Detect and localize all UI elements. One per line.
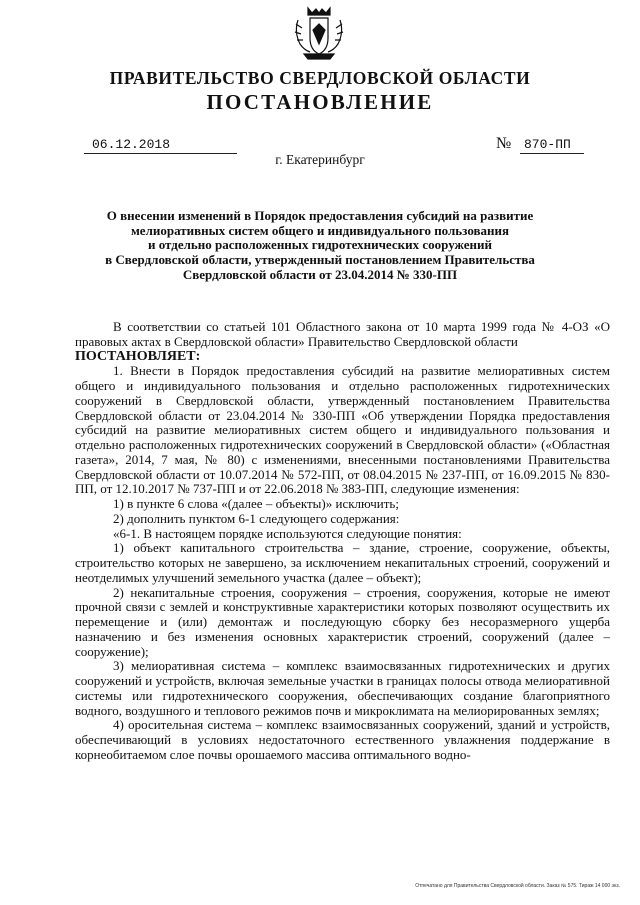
document-type: ПОСТАНОВЛЕНИЕ (206, 90, 434, 114)
heading-line: и отдельно расположенных гидротехнических сооружений (147, 237, 493, 253)
number-label: № (496, 135, 512, 152)
document-body (75, 320, 610, 763)
paragraph-preamble: В соответствии со статьей 101 Областного закона от 10 марта 1999 года № 4-ОЗ «О правовых актах в Свердловской области» Правительство Свердловской области (75, 319, 610, 349)
paragraph-definition-4: 4) оросительная система – комплекс взаимосвязанных сооружений, зданий и устройств, обеспечивающий в условиях недостаточного естественного увлажнения поддержание в корнеобитаемом слое почвы орошаемого массива оптимального водно- (75, 717, 610, 762)
heading-line: Свердловской области от 23.04.2014 № 330-ПП (182, 266, 458, 282)
city: г. Екатеринбург (275, 152, 365, 167)
paragraph-item-1: 1. Внести в Порядок предоставления субсидий на развитие мелиоративных систем общего и индивидуального пользования и отдельно расположенных гидротехнических сооружений в Свердловской области, утвержденный постановлением Правительства Свердловской области от 23.04.2014 № 330-ПП «Об утверждении Порядка предоставления субсидий на развитие мелиоративных систем общего и индивидуального пользования и отдельно расположенных гидротехнических сооружений в Свердловской области» («Областная газета», 2014, 7 мая, № 80) с изменениями, внесенными постановлениями Правительства Свердловской области от 10.07.2014 № 572-ПП, от 08.04.2015 № 237-ПП, от 16.09.2015 № 830-ПП, от 12.10.2017 № 737-ПП и от 22.06.2018 № 383-ПП, следующие изменения: (75, 363, 610, 497)
print-note: Отпечатано для Правительства Свердловской области. Заказ № 575. Тираж 14 000 экз. (415, 883, 620, 889)
document-heading (60, 209, 580, 283)
document-number: 870-ПП (520, 137, 584, 154)
paragraph-definition-1: 1) объект капитального строительства – здание, строение, сооружение, объекты, строительство которых не завершено, за исключением некапитальных строений, сооружений и неотделимых улучшений земельного участка (далее – объект); (75, 540, 610, 585)
paragraph-definition-3: 3) мелиоративная система – комплекс взаимосвязанных гидротехнических и других сооружений и устройств, включая земельные участки в границах полосы отвода мелиоративной системы или гидротехнического сооружения, обеспечивающих создание благоприятного водного, воздушного и теплового режимов почв и микроклимата на мелиорированных землях; (75, 658, 610, 718)
heading-line: в Свердловской области, утвержденный постановлением Правительства (105, 252, 535, 268)
document-date: 06.12.2018 (84, 137, 237, 154)
government-title: ПРАВИТЕЛЬСТВО СВЕРДЛОВСКОЙ ОБЛАСТИ (109, 68, 531, 88)
paragraph-subitem-2: 2) дополнить пунктом 6-1 следующего содержания: (113, 510, 400, 526)
coat-of-arms-icon (290, 4, 348, 62)
heading-line: мелиоративных систем общего и индивидуального пользования (130, 222, 510, 238)
paragraph-subitem-1: 1) в пункте 6 слова «(далее – объекты)» исключить; (113, 496, 399, 511)
heading-line: О внесении изменений в Порядок предоставления субсидий на развитие (106, 208, 534, 223)
paragraph-6-1: «6-1. В настоящем порядке используются следующие понятия: (113, 525, 462, 541)
paragraph-definition-2: 2) некапитальные строения, сооружения – строения, сооружения, которые не имеют прочной связи с землей и конструктивные характеристики которых позволяют осуществить их перемещение и (или) демонтаж и последующую сборку без несоразмерного ущерба назначению и без изменения основных характеристик строений, сооружений (далее – сооружение); (75, 584, 610, 659)
resolves-label: ПОСТАНОВЛЯЕТ: (75, 348, 201, 364)
